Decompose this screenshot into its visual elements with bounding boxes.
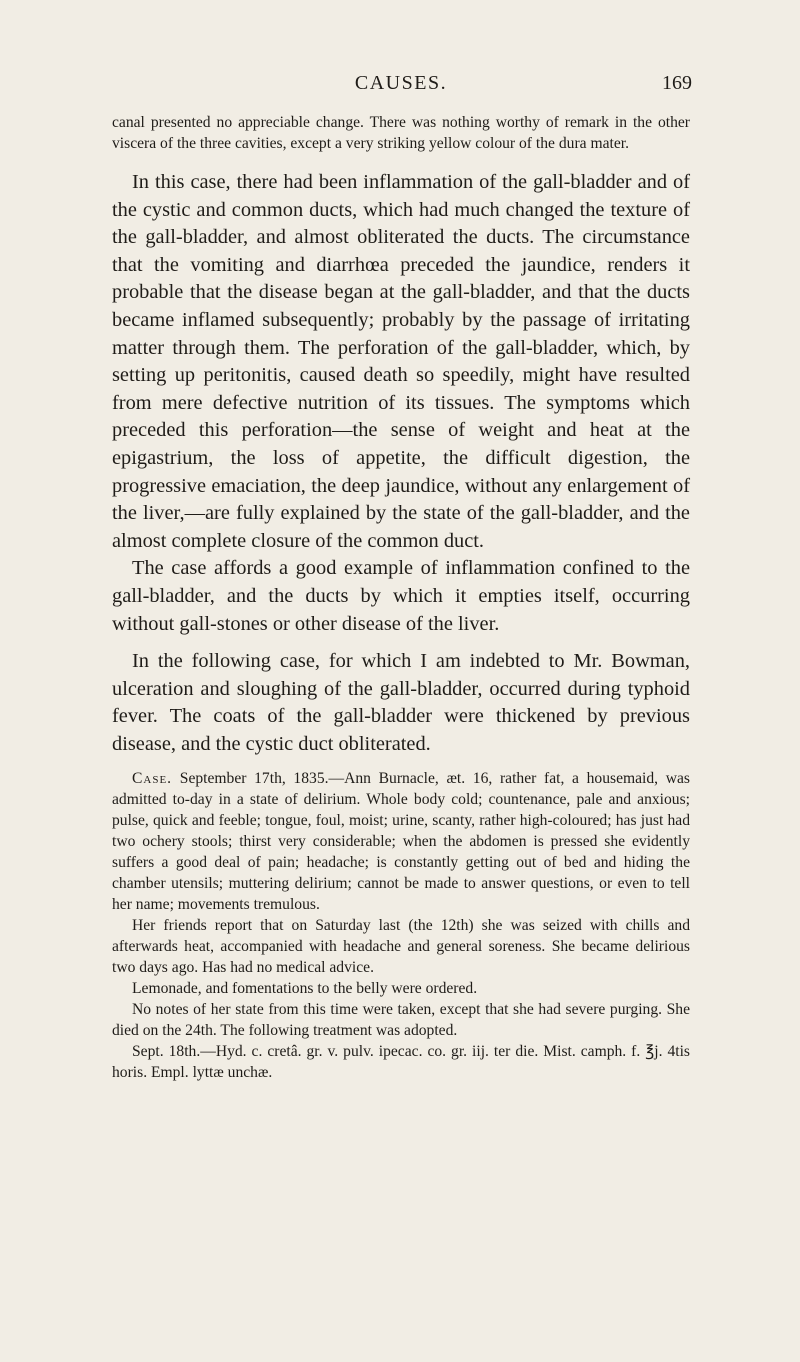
paragraph-treatment: Sept. 18th.—Hyd. c. cretâ. gr. v. pulv. ipecac. co. gr. iij. ter die. Mist. camph. f. ℥j. 4tis horis. Empl. lyttæ unchæ. bbox=[112, 1043, 690, 1082]
paragraph-orders: Lemonade, and fomentations to the belly were ordered. bbox=[132, 980, 478, 998]
case-label: Case. bbox=[132, 770, 173, 788]
paragraph-example: The case affords a good example of inflammation confined to the gall-bladder, and the ducts by which it empties itself, occurring without gall-stones or other disease of the liver. bbox=[112, 557, 690, 635]
case-report bbox=[112, 768, 690, 915]
paragraph-following-case: In the following case, for which I am indebted to Mr. Bowman, ulceration and sloughing of the gall-bladder, occurred during typhoid fever. The coats of the gall-bladder were thickened by previous disease, and the cystic duct obliterated. bbox=[112, 650, 690, 755]
running-header bbox=[112, 72, 690, 112]
page-number: 169 bbox=[662, 72, 692, 94]
running-title: CAUSES. bbox=[354, 72, 448, 94]
paragraph-notes: No notes of her state from this time were taken, except that she had severe purging. She died on the 24th. The following treatment was adopted. bbox=[112, 1001, 690, 1040]
paragraph-friends-report: Her friends report that on Saturday last (the 12th) she was seized with chills and afterwards heat, accompanied with headache and general soreness. She became delirious two days ago. Has had no medical advice. bbox=[112, 917, 690, 977]
paragraph-continuation: canal presented no appreciable change. There was nothing worthy of remark in the other viscera of the three cavities, except a very striking yellow colour of the dura mater. bbox=[112, 114, 690, 152]
paragraph-discussion: In this case, there had been inflammation of the gall-bladder and of the cystic and common ducts, which had much changed the texture of the gall-bladder, and almost obliterated the ducts. The circumstance that the vomiting and diarrhœa preceded the jaundice, renders it probable that the disease began at the gall-bladder, and that the ducts became inflamed subsequently; probably by the passage of irritating matter through them. The perforation of the gall-bladder, which, by setting up peritonitis, caused death so speedily, might have resulted from mere defective nutrition of its tissues. The symptoms which preceded this perforation—the sense of weight and heat at the epigastrium, the loss of appetite, the difficult digestion, the progressive emaciation, the deep jaundice, without any enlargement of the liver,—are fully explained by the state of the gall-bladder, and the almost complete closure of the common duct. bbox=[112, 171, 690, 552]
case-report-text: September 17th, 1835.—Ann Burnacle, æt. 16, rather fat, a housemaid, was admitted to-day in a state of delirium. Whole body cold; countenance, pale and anxious; pulse, quick and feeble; tongue, foul, moist; urine, scanty, rather high-coloured; has just had two ochery stools; thirst very considerable; when the abdomen is pressed she evidently suffers a good deal of pain; headache; is constantly getting out of bed and hiding the chamber utensils; muttering delirium; cannot be made to answer questions, or even to tell her name; movements tremulous. bbox=[112, 770, 691, 914]
